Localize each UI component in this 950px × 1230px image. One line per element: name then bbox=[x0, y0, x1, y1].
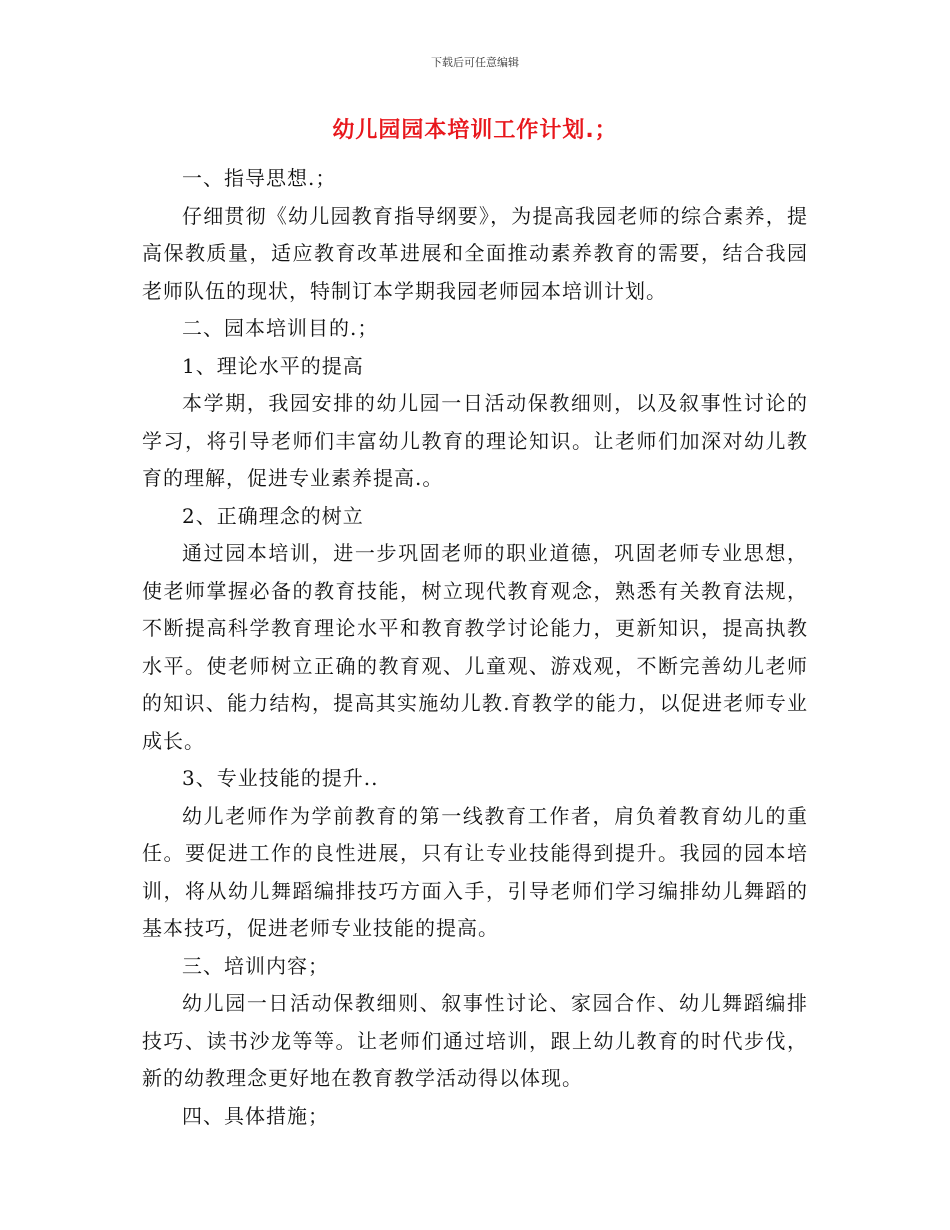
page-header: 下载后可任意编辑 bbox=[431, 56, 519, 69]
section-heading-training-purpose: 二、园本培训目的.； bbox=[182, 316, 379, 340]
paragraph: 仔细贯彻《幼儿园教育指导纲要》，为提高我园老师的综合素养，提高保教质量，适应教育改革进展和全面推动素养教育的需要，结合我园老师队伍的现状，特制订本学期我园老师园本培训计划。 bbox=[142, 203, 808, 303]
section-heading-guiding-ideology: 一、指导思想.； bbox=[182, 166, 337, 190]
subheading-correct-concepts: 2、正确理念的树立 bbox=[182, 503, 364, 528]
document-title: 幼儿园园本培训工作计划.； bbox=[332, 118, 618, 143]
paragraph: 幼儿园一日活动保教细则、叙事性讨论、家园合作、幼儿舞蹈编排技巧、读书沙龙等等。让老师们通过培训，跟上幼儿教育的时代步伐，新的幼教理念更好地在教育教学活动得以体现。 bbox=[142, 991, 808, 1090]
paragraph: 本学期，我园安排的幼儿园一日活动保教细则，以及叙事性讨论的学习，将引导老师们丰富幼儿教育的理论知识。让老师们加深对幼儿教育的理解，促进专业素养提高.。 bbox=[142, 391, 808, 490]
section-heading-training-content: 三、培训内容； bbox=[182, 953, 329, 978]
section-heading-specific-measures: 四、具体措施； bbox=[182, 1103, 329, 1128]
paragraph: 通过园本培训，进一步巩固老师的职业道德，巩固老师专业思想，使老师掌握必备的教育技能，树立现代教育观念，熟悉有关教育法规，不断提高科学教育理论水平和教育教学讨论能力，更新知识，提高执教水平。使老师树立正确的教育观、儿童观、游戏观，不断完善幼儿老师的知识、能力结构，提高其实施幼儿教.育教学的能力，以促进老师专业成长。 bbox=[142, 541, 808, 753]
document-body bbox=[142, 160, 808, 1135]
paragraph: 幼儿老师作为学前教育的第一线教育工作者，肩负着教育幼儿的重任。要促进工作的良性进展，只有让专业技能得到提升。我园的园本培训，将从幼儿舞蹈编排技巧方面入手，引导老师们学习编排幼儿舞蹈的基本技巧，促进老师专业技能的提高。 bbox=[142, 803, 808, 940]
subheading-professional-skills: 3、专业技能的提升.. bbox=[182, 766, 379, 790]
subheading-theory-level: 1、理论水平的提高 bbox=[182, 353, 364, 378]
